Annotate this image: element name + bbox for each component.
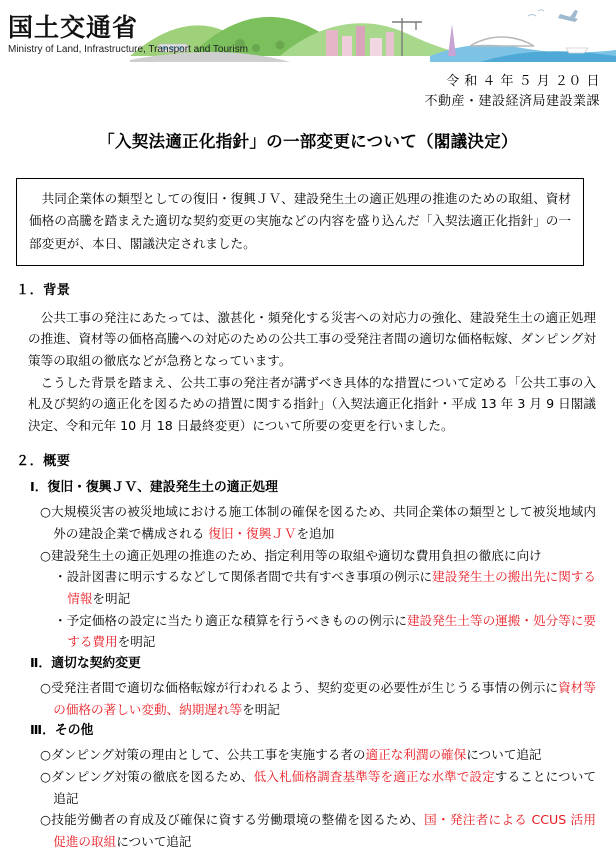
bullet-text: ダンピング対策の理由として、公共工事を実施する者の <box>51 747 366 763</box>
overview-subheading: Ⅰ．復旧・復興ＪＶ、建設発生土の適正処理 <box>30 480 278 496</box>
overview-bullet <box>40 545 596 567</box>
overview-bullet <box>40 809 596 852</box>
bullet-text-highlight: 復旧・復興ＪＶ <box>208 526 297 541</box>
bullet-text: について追記 <box>466 747 542 763</box>
bullet-text-highlight: 国・発注者による CCUS 活用促進の取組 <box>53 812 596 849</box>
ministry-name-ja: 国土交通省 <box>8 13 139 42</box>
bullet-text: 技能労働者の育成及び確保に資する労働環境の整備を図るため、 <box>51 812 425 828</box>
overview-bullet <box>54 610 596 653</box>
bullet-text: を明記 <box>92 590 131 606</box>
bullet-text: を追加 <box>296 526 335 541</box>
summary-box <box>16 178 584 266</box>
page-title: 「入契法適正化指針」の一部変更について（閣議決定） <box>98 132 518 151</box>
bullet-text-highlight: 建設発生土等の運搬・処分等に要する費用 <box>67 612 597 650</box>
section-heading-overview: ２．概要 <box>16 453 71 469</box>
section-spacer <box>14 437 602 451</box>
bullet-text: ダンピング対策の徹底を図るため、 <box>51 768 254 784</box>
section-heading-background: １．背景 <box>16 283 71 298</box>
bullet-text-highlight: 低入札価格調査基準等を適正な水準で設定 <box>253 768 495 784</box>
overview-bullet <box>54 566 596 609</box>
bullet-marker: ・ <box>54 569 67 585</box>
issue-date: 令 和 ４ 年 ５ 月 ２０ 日 <box>446 74 600 89</box>
bullet-text: 設計図書に明示するなどして関係者間で共有すべき事項の例示に <box>66 569 433 585</box>
issuing-department: 不動産・建設経済局建設業課 <box>424 94 600 110</box>
bullet-text: 大規模災害の被災地域における施工体制の確保を図るため、共同企業体の類型として <box>51 504 533 520</box>
overview-bullet <box>40 766 596 809</box>
bullet-text: することについて追記 <box>53 768 597 806</box>
bullet-marker: ○ <box>40 504 52 520</box>
bullet-marker: ・ <box>54 612 67 628</box>
bullet-text: 受発注者間で適切な価格転嫁が行われるよう、契約変更の必要性が生じうる事情の例示に <box>51 679 559 695</box>
ministry-header <box>0 0 616 64</box>
background-paragraph-2: こうした背景を踏まえ、公共工事の発注者が講ずべき具体的な措置について定める「公共工事の入札及び契約の適正化を図るための措置に関する指針」（入契法適正化指針・平成 13 年 3 月 9 日閣議決定、令和元年 10 月 18 日最終変更）について所要の変更を行いました。 <box>28 374 596 433</box>
background-paragraph-1: 公共工事の発注にあたっては、激甚化・頻発化する災害への対応力の強化、建設発生土の適正処理の推進、資材等の価格高騰への対応のための公共工事の受発注者間の適切な価格転嫁、ダンピング対策等の取組の徹底などが急務となっています。 <box>28 309 596 369</box>
bullet-marker: ○ <box>40 812 52 828</box>
overview-bullet <box>40 501 596 544</box>
bullet-text: 建設発生土の適正処理の推進のため、指定利用等の取組や適切な費用負担の徹底に向け <box>51 547 542 563</box>
bullet-text: を明記 <box>117 634 156 650</box>
document-body <box>14 280 602 853</box>
bullet-marker: ○ <box>40 747 51 763</box>
bullet-text-highlight: 建設発生土の搬出先に関する情報 <box>67 569 597 606</box>
overview-subheading: Ⅲ．その他 <box>30 723 94 739</box>
overview-bullet <box>40 677 596 720</box>
ministry-name-en: Ministry of Land, Infrastructure, Transport and Tourism <box>8 44 248 55</box>
bullet-marker: ○ <box>40 679 52 695</box>
summary-text: 共同企業体の類型としての復旧・復興ＪＶ、建設発生土の適正処理の推進のための取組、資材価格の高騰を踏まえた適切な契約変更の実施などの内容を盛り込んだ「入契法適正化指針」の一部変更が、本日、閣議決定されました。 <box>29 191 571 251</box>
bullet-text-highlight: 資材等の価格の著しい変動、納期遅れ等 <box>53 679 597 717</box>
bullet-marker: ○ <box>40 547 51 563</box>
bullet-text-highlight: 適正な利潤の確保 <box>365 747 467 763</box>
overview-bullet <box>40 744 596 766</box>
bullet-marker: ○ <box>40 768 52 784</box>
document-meta <box>424 72 600 112</box>
bullet-text: 被災地域内外の建設企業で構成される <box>53 504 597 541</box>
bullet-text: について追記 <box>116 833 192 849</box>
overview-items <box>14 477 602 852</box>
bullet-text: を明記 <box>242 701 280 717</box>
overview-subheading: Ⅱ．適切な契約変更 <box>30 655 141 671</box>
bullet-text: 予定価格の設定に当たり適正な積算を行うべきものの例示に <box>66 612 407 628</box>
